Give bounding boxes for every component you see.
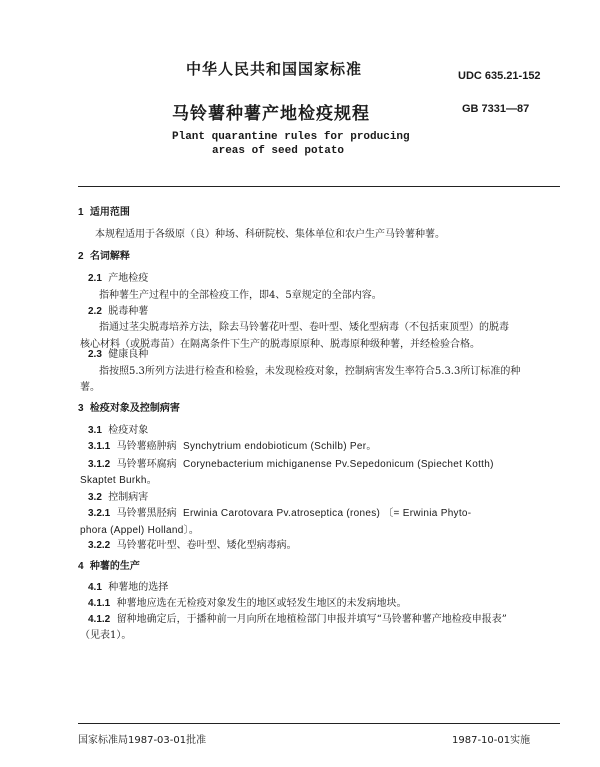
section-2-2-heading: 2.2 脱毒种薯 — [88, 306, 149, 317]
section-2-1-heading: 2.1 产地检疫 — [88, 273, 149, 284]
standard-title: 中华人民共和国国家标准 — [186, 60, 363, 78]
section-3-1-heading: 3.1 检疫对象 — [88, 425, 149, 436]
english-title-line-2: areas of seed potato — [212, 145, 345, 157]
section-3-1-1: 3.1.1 马铃薯癌肿病 Synchytrium endobioticum (Schilb) Per。 — [88, 441, 377, 452]
section-2-3-heading: 2.3 健康良种 — [88, 349, 149, 360]
approval-date: 国家标准局1987-03-01批准 — [78, 735, 207, 746]
section-1-text: 本规程适用于各级原（良）种场、科研院校、集体单位和农户生产马铃薯种薯。 — [95, 229, 445, 240]
section-2-2-text-2: 核心材料（或脱毒苗）在隔离条件下生产的脱毒原原种、脱毒原种级种薯，并经检验合格。 — [80, 339, 480, 350]
section-2-3-text-2: 薯。 — [80, 382, 100, 393]
implementation-date: 1987-10-01实施 — [452, 735, 531, 746]
section-4-1-heading: 4.1 种薯地的选择 — [88, 582, 169, 593]
section-4-1-2: 4.1.2 留种地确定后，于播种前一月向所在地植检部门申报并填写“马铃薯种薯产地检疫申报表” — [88, 614, 507, 625]
udc-code: UDC 635.21-152 — [458, 70, 541, 82]
section-1-heading: 1 适用范围 — [78, 207, 130, 218]
section-4-1-1: 4.1.1 种薯地应选在无检疫对象发生的地区或轻发生地区的未发病地块。 — [88, 598, 407, 609]
section-4-heading: 4 种薯的生产 — [78, 561, 140, 572]
document-title: 马铃薯种薯产地检疫规程 — [172, 104, 370, 124]
section-4-1-2-cont: （见表1）。 — [80, 630, 132, 641]
section-3-2-heading: 3.2 控制病害 — [88, 492, 149, 503]
section-3-2-2: 3.2.2 马铃薯花叶型、卷叶型、矮化型病毒病。 — [88, 540, 297, 551]
section-2-1-text: 指种薯生产过程中的全部检疫工作，即4、5章规定的全部内容。 — [99, 290, 382, 301]
footer-divider — [78, 723, 560, 724]
section-3-1-2-cont: Skaptet Burkh。 — [80, 475, 158, 486]
gb-code: GB 7331—87 — [462, 103, 530, 115]
section-3-2-1-cont: phora (Appel) Holland〕。 — [80, 525, 200, 536]
section-3-1-2: 3.1.2 马铃薯环腐病 Corynebacterium michiganense Pv.Sepedonicum (Spiechet Kotth) — [88, 459, 494, 470]
section-2-3-text-1: 指按照5.3所列方法进行检查和检验，未发现检疫对象，控制病害发生率符合5.3.3所订标准的种 — [99, 366, 521, 377]
section-2-heading: 2 名词解释 — [78, 251, 130, 262]
english-title-line-1: Plant quarantine rules for producing — [172, 131, 410, 143]
header-divider — [78, 186, 560, 187]
section-3-2-1: 3.2.1 马铃薯黑胫病 Erwinia Carotovara Pv.atroseptica (rones) 〔= Erwinia Phyto- — [88, 508, 472, 519]
section-2-2-text-1: 指通过茎尖脱毒培养方法，除去马铃薯花叶型、卷叶型、矮化型病毒（不包括束顶型）的脱毒 — [99, 322, 509, 333]
section-3-heading: 3 检疫对象及控制病害 — [78, 403, 180, 414]
